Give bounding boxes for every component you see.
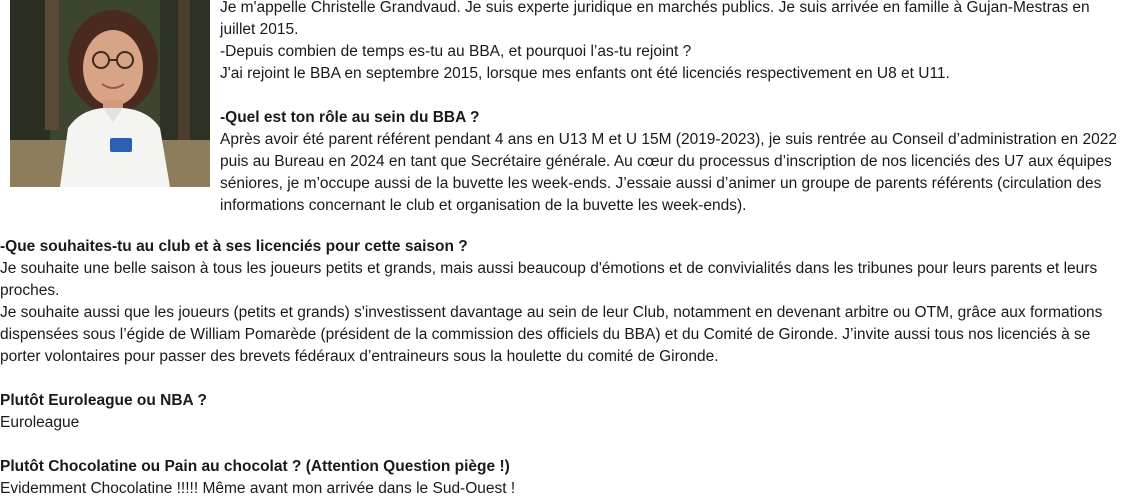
question-euroleague: Plutôt Euroleague ou NBA ? <box>0 392 207 409</box>
portrait-photo <box>10 0 210 187</box>
interview-body <box>0 236 1133 500</box>
intro-text <box>220 0 1125 217</box>
answer-role: Après avoir été parent référent pendant 4 ans en U13 M et U 15M (2019-2023), je suis rentrée au Conseil d’administration en 2022 puis au Bureau en 2024 en tant que Secrétaire générale. Au cœur du processus d’inscription de nos licenciés des U7 aux équipes séniores, je m’occupe aussi de la buvette les week-ends. J’essaie aussi d’animer un groupe de parents référents (circulation des informations concernant le club et organisation de la buvette les week-ends). <box>220 131 1117 214</box>
question-chocolatine: Plutôt Chocolatine ou Pain au chocolat ? (Attention Question piège !) <box>0 458 510 475</box>
question-role: -Quel est ton rôle au sein du BBA ? <box>220 109 480 126</box>
answer-how-long: J'ai rejoint le BBA en septembre 2015, lorsque mes enfants ont été licenciés respectivement en U8 et U11. <box>220 65 950 82</box>
intro-paragraph: Je m'appelle Christelle Grandvaud. Je suis experte juridique en marchés publics. Je suis arrivée en famille à Gujan-Mestras en juillet 2015. <box>220 0 1090 38</box>
answer-euroleague: Euroleague <box>0 414 80 431</box>
answer-chocolatine: Evidemment Chocolatine !!!!! Même avant mon arrivée dans le Sud-Ouest ! <box>0 480 516 497</box>
question-how-long: -Depuis combien de temps es-tu au BBA, et pourquoi l’as-tu rejoint ? <box>220 43 692 60</box>
answer-wishes-1: Je souhaite une belle saison à tous les joueurs petits et grands, mais aussi beaucoup d'émotions et de convivialités dans les tribunes pour leurs parents et leurs proches. <box>0 260 1098 299</box>
question-wishes: -Que souhaites-tu au club et à ses licenciés pour cette saison ? <box>0 238 468 255</box>
portrait-illustration <box>10 0 210 187</box>
answer-wishes-2: Je souhaite aussi que les joueurs (petits et grands) s'investissent davantage au sein de leur Club, notamment en devenant arbitre ou OTM, grâce aux formations dispensées sous l’égide de William Pomarède (président de la commission des officiels du BBA) et du Comité de Gironde. J’invite aussi tous nos licenciés à se porter volontaires pour passer des brevets fédéraux d’entraineurs sous la houlette du comité de Gironde. <box>0 304 1103 365</box>
